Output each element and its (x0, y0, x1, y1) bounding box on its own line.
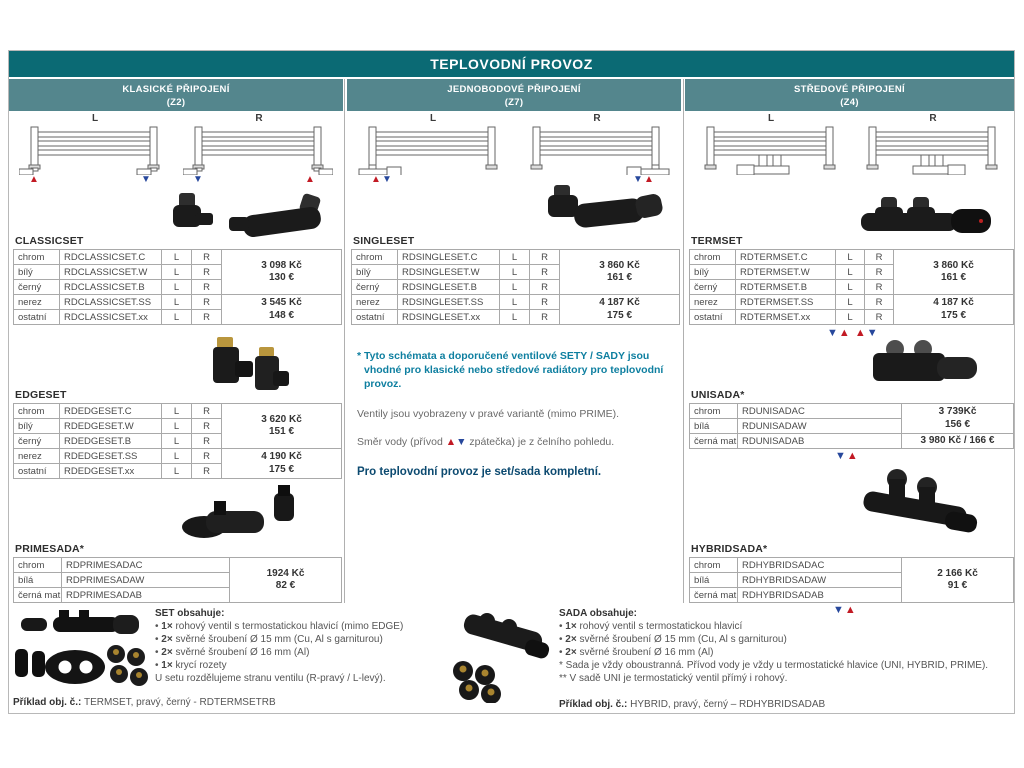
color-cell: bílá (14, 573, 62, 588)
note-complete: Pro teplovodní provoz je set/sada kompletní. (357, 466, 602, 478)
sada-note-2: ** V sadě UNI je termostatický ventil přímý i rohový. (559, 673, 788, 684)
code-cell: RDHYBRIDSADAC (738, 558, 902, 573)
product-photo-termset (855, 195, 995, 241)
column-z4 (687, 111, 1014, 603)
set-name-singleset: SINGLESET (353, 235, 415, 247)
set-name-classicset: CLASSICSET (15, 235, 84, 247)
color-cell: bílý (690, 265, 736, 280)
color-cell: chrom (14, 558, 62, 573)
supply-arrow-icon: ▲ (838, 327, 851, 339)
supply-arrow-icon: ▲ (305, 174, 315, 185)
color-cell: nerez (690, 295, 736, 310)
product-photo-sada-contents (447, 611, 552, 703)
table-row: nerez RDTERMSET.SS L R 4 187 Kč 175 € (690, 295, 1014, 310)
radiator-diagram-z4-left (695, 113, 847, 189)
supply-arrow-icon: ▲ (854, 327, 867, 339)
return-arrow-icon: ▼ (193, 174, 203, 185)
content-frame (8, 50, 1015, 714)
code-cell: RDSINGLESET.W (398, 265, 500, 280)
diagram-label-right: R (593, 113, 601, 124)
radiator-schematic (183, 125, 333, 175)
price-cell: 3 860 Kč 161 € (560, 250, 680, 295)
color-cell: bílý (14, 419, 60, 434)
set-contents-heading: SET obsahuje: (155, 608, 225, 619)
color-cell: chrom (690, 250, 736, 265)
code-cell: RDTERMSET.C (736, 250, 836, 265)
code-cell: RDPRIMESADAC (62, 558, 230, 573)
price-cell: 4 190 Kč 175 € (222, 449, 342, 479)
supply-arrow-icon: ▲ (445, 436, 457, 448)
color-cell: černý (690, 280, 736, 295)
code-cell: RDUNISADAC (738, 404, 902, 419)
code-cell: RDTERMSET.SS (736, 295, 836, 310)
sada-note-1: * Sada je vždy oboustranná. Přívod vody je vždy u termostatické hlavice (UNI, HYBRID, PRIME). (559, 660, 989, 671)
price-cell: 3 860 Kč 161 € (894, 250, 1014, 295)
price-cell: 1924 Kč 82 € (230, 558, 342, 603)
set-side-note: U setu rozdělujeme stranu ventilu (R-pravý / L-levý). (155, 673, 386, 684)
table-row: ostatní RDEDGESET.xx L R (14, 464, 342, 479)
code-cell: RDSINGLESET.C (398, 250, 500, 265)
radiator-diagram-z7-left (357, 113, 509, 189)
code-cell: RDSINGLESET.SS (398, 295, 500, 310)
bottom-band (9, 603, 1014, 713)
product-photo-set-contents (13, 609, 151, 693)
supply-arrow-icon: ▲ (844, 604, 857, 616)
price-cell: 3 545 Kč 148 € (222, 295, 342, 325)
list-item: • 2× svěrné šroubení Ø 15 mm (Cu, Al s garniturou) (559, 633, 988, 646)
color-cell: ostatní (14, 464, 60, 479)
classicset-table (13, 249, 342, 325)
list-item: • 2× svěrné šroubení Ø 16 mm (Al) (559, 646, 988, 659)
color-cell: chrom (352, 250, 398, 265)
table-row: chrom RDSINGLESET.C L R 3 860 Kč 161 € (352, 250, 680, 265)
note-variant: Ventily jsou vyobrazeny v pravé variantě (mimo PRIME). (357, 408, 620, 420)
product-photo-unisada (867, 337, 982, 393)
code-cell: RDCLASSICSET.C (60, 250, 162, 265)
variant-l-cell: L (162, 250, 192, 265)
diagram-label-left: L (767, 113, 775, 124)
set-name-primesada: PRIMESADA* (15, 543, 85, 555)
color-cell: černý (14, 434, 60, 449)
return-arrow-icon: ▼ (633, 174, 643, 185)
edgeset-table (13, 403, 342, 479)
diagram-label-right: R (255, 113, 263, 124)
termset-table (689, 249, 1014, 325)
radiator-schematic (521, 125, 671, 175)
product-photo-singleset (524, 183, 674, 235)
diagram-label-left: L (91, 113, 99, 124)
table-row: chrom RDEDGESET.C L R 3 620 Kč 151 € (14, 404, 342, 419)
note-flow-direction: Směr vody (přívod ▲▼ zpátečka) je z čelního pohledu. (357, 436, 615, 448)
price-cell: 3 620 Kč 151 € (222, 404, 342, 449)
column-header-z7-code: (Z7) (504, 97, 524, 108)
code-cell: RDTERMSET.B (736, 280, 836, 295)
color-cell: černá mat (690, 434, 738, 449)
table-row: ostatní RDCLASSICSET.xx L R (14, 310, 342, 325)
code-cell: RDUNISADAB (738, 434, 902, 449)
product-photo-classicset (151, 191, 341, 239)
product-photo-edgeset (201, 333, 296, 395)
radiator-schematic (695, 125, 845, 175)
table-row: nerez RDSINGLESET.SS L R 4 187 Kč 175 € (352, 295, 680, 310)
return-arrow-icon: ▼ (382, 174, 392, 185)
table-row: bílý RDSINGLESET.W L R (352, 265, 680, 280)
code-cell: RDCLASSICSET.xx (60, 310, 162, 325)
return-arrow-icon: ▼ (833, 604, 845, 616)
column-separator (683, 79, 684, 603)
code-cell: RDUNISADAW (738, 419, 902, 434)
return-arrow-icon: ▼ (866, 327, 879, 339)
color-cell: nerez (352, 295, 398, 310)
sada-contents-block (559, 607, 988, 685)
page-title: TEPLOVODNÍ PROVOZ (9, 51, 1014, 77)
table-row: černý RDEDGESET.B L R (14, 434, 342, 449)
color-cell: ostatní (690, 310, 736, 325)
table-row (690, 434, 1014, 449)
set-name-hybridsada: HYBRIDSADA* (691, 543, 768, 555)
set-name-edgeset: EDGESET (15, 389, 67, 401)
code-cell: RDEDGESET.W (60, 419, 162, 434)
color-cell: bílý (352, 265, 398, 280)
table-row (14, 558, 342, 573)
return-arrow-icon: ▼ (835, 450, 847, 462)
product-photo-hybridsada (857, 465, 982, 541)
column-header-z7 (347, 79, 681, 111)
flow-arrows (835, 451, 859, 462)
set-name-termset: TERMSET (691, 235, 743, 247)
radiator-schematic (19, 125, 169, 175)
price-cell: 3 980 Kč / 166 € (902, 434, 1014, 449)
table-row: ostatní RDTERMSET.xx L R (690, 310, 1014, 325)
table-row: černý RDCLASSICSET.B L R (14, 280, 342, 295)
return-arrow-icon: ▼ (827, 327, 839, 339)
list-item: • 2× svěrné šroubení Ø 16 mm (Al) (155, 646, 403, 659)
set-contents-block (155, 607, 403, 685)
column-z2 (11, 111, 343, 603)
sada-example-code: Příklad obj. č.: HYBRID, pravý, černý – RDHYBRIDSADAB (559, 699, 826, 710)
price-cell: 3 739Kč 156 € (902, 404, 1014, 434)
column-header-z4 (685, 79, 1014, 111)
code-cell: RDCLASSICSET.B (60, 280, 162, 295)
code-cell: RDTERMSET.W (736, 265, 836, 280)
column-header-z4-title: STŘEDOVÉ PŘIPOJENÍ (794, 84, 905, 95)
radiator-schematic (357, 125, 507, 175)
product-photo-primesada (176, 483, 311, 541)
radiator-diagram-z2-left (19, 113, 171, 189)
list-item: • 2× svěrné šroubení Ø 15 mm (Cu, Al s garniturou) (155, 633, 403, 646)
table-row: bílý RDTERMSET.W L R (690, 265, 1014, 280)
radiator-schematic (857, 125, 1007, 175)
color-cell: chrom (14, 250, 60, 265)
singleset-table (351, 249, 680, 325)
column-separator (344, 79, 345, 603)
supply-arrow-icon: ▲ (371, 174, 381, 185)
color-cell: bílá (690, 419, 738, 434)
color-cell: bílý (14, 265, 60, 280)
supply-arrow-icon: ▲ (29, 174, 39, 185)
code-cell: RDPRIMESADAB (62, 588, 230, 603)
column-header-z2-code: (Z2) (166, 97, 186, 108)
set-name-unisada: UNISADA* (691, 389, 745, 401)
table-row: nerez RDCLASSICSET.SS L R 3 545 Kč 148 € (14, 295, 342, 310)
unisada-table (689, 403, 1014, 449)
color-cell: bílá (690, 573, 738, 588)
color-cell: černá mat (690, 588, 738, 603)
table-row: bílý RDCLASSICSET.W L R (14, 265, 342, 280)
list-item: • 1× krycí rozety (155, 659, 403, 672)
color-cell: černý (352, 280, 398, 295)
code-cell: RDCLASSICSET.W (60, 265, 162, 280)
table-row: chrom RDTERMSET.C L R 3 860 Kč 161 € (690, 250, 1014, 265)
table-row: bílý RDEDGESET.W L R (14, 419, 342, 434)
code-cell: RDEDGESET.B (60, 434, 162, 449)
color-cell: nerez (14, 295, 60, 310)
hybridsada-table (689, 557, 1014, 603)
price-cell: 4 187 Kč 175 € (894, 295, 1014, 325)
primesada-table (13, 557, 342, 603)
code-cell: RDEDGESET.xx (60, 464, 162, 479)
list-item: • 1× rohový ventil s termostatickou hlavicí (mimo EDGE) (155, 620, 403, 633)
color-cell: ostatní (352, 310, 398, 325)
diagram-label-right: R (929, 113, 937, 124)
sada-contents-heading: SADA obsahuje: (559, 608, 637, 619)
code-cell: RDPRIMESADAW (62, 573, 230, 588)
code-cell: RDTERMSET.xx (736, 310, 836, 325)
column-header-z4-code: (Z4) (840, 97, 859, 108)
table-row: černý RDSINGLESET.B L R (352, 280, 680, 295)
code-cell: RDEDGESET.C (60, 404, 162, 419)
return-arrow-icon: ▼ (456, 436, 467, 448)
return-arrow-icon: ▼ (141, 174, 151, 185)
code-cell: RDSINGLESET.B (398, 280, 500, 295)
radiator-diagram-z2-right (183, 113, 335, 189)
table-row: ostatní RDSINGLESET.xx L R (352, 310, 680, 325)
color-cell: černá mat (14, 588, 62, 603)
price-cell: 3 098 Kč 130 € (222, 250, 342, 295)
color-cell: ostatní (14, 310, 60, 325)
list-item: • 1× rohový ventil s termostatickou hlavicí (559, 620, 988, 633)
diagram-label-left: L (429, 113, 437, 124)
column-header-z7-title: JEDNOBODOVÉ PŘIPOJENÍ (447, 84, 581, 95)
code-cell: RDHYBRIDSADAW (738, 573, 902, 588)
radiator-diagram-z7-right (521, 113, 673, 189)
color-cell: chrom (690, 404, 738, 419)
note-schemas: * Tyto schémata a doporučené ventilové SETY / SADY jsou vhodné pro klasické nebo středové radiátory pro teplovodní provoz. (357, 350, 664, 391)
table-row: nerez RDEDGESET.SS L R 4 190 Kč 175 € (14, 449, 342, 464)
color-cell: černý (14, 280, 60, 295)
code-cell: RDEDGESET.SS (60, 449, 162, 464)
price-cell: 2 166 Kč 91 € (902, 558, 1014, 603)
column-header-z2 (9, 79, 343, 111)
radiator-diagram-z4-right (857, 113, 1009, 189)
table-row: černý RDTERMSET.B L R (690, 280, 1014, 295)
table-row (690, 404, 1014, 419)
column-z7 (349, 111, 681, 603)
code-cell: RDCLASSICSET.SS (60, 295, 162, 310)
column-header-z2-title: KLASICKÉ PŘIPOJENÍ (122, 84, 230, 95)
table-row (14, 250, 342, 265)
color-cell: chrom (14, 404, 60, 419)
variant-r-cell: R (192, 250, 222, 265)
color-cell: nerez (14, 449, 60, 464)
table-row (690, 558, 1014, 573)
supply-arrow-icon: ▲ (846, 450, 859, 462)
set-example-code: Příklad obj. č.: TERMSET, pravý, černý - RDTERMSETRB (13, 697, 276, 708)
code-cell: RDHYBRIDSADAB (738, 588, 902, 603)
color-cell: chrom (690, 558, 738, 573)
price-cell: 4 187 Kč 175 € (560, 295, 680, 325)
supply-arrow-icon: ▲ (644, 174, 654, 185)
code-cell: RDSINGLESET.xx (398, 310, 500, 325)
